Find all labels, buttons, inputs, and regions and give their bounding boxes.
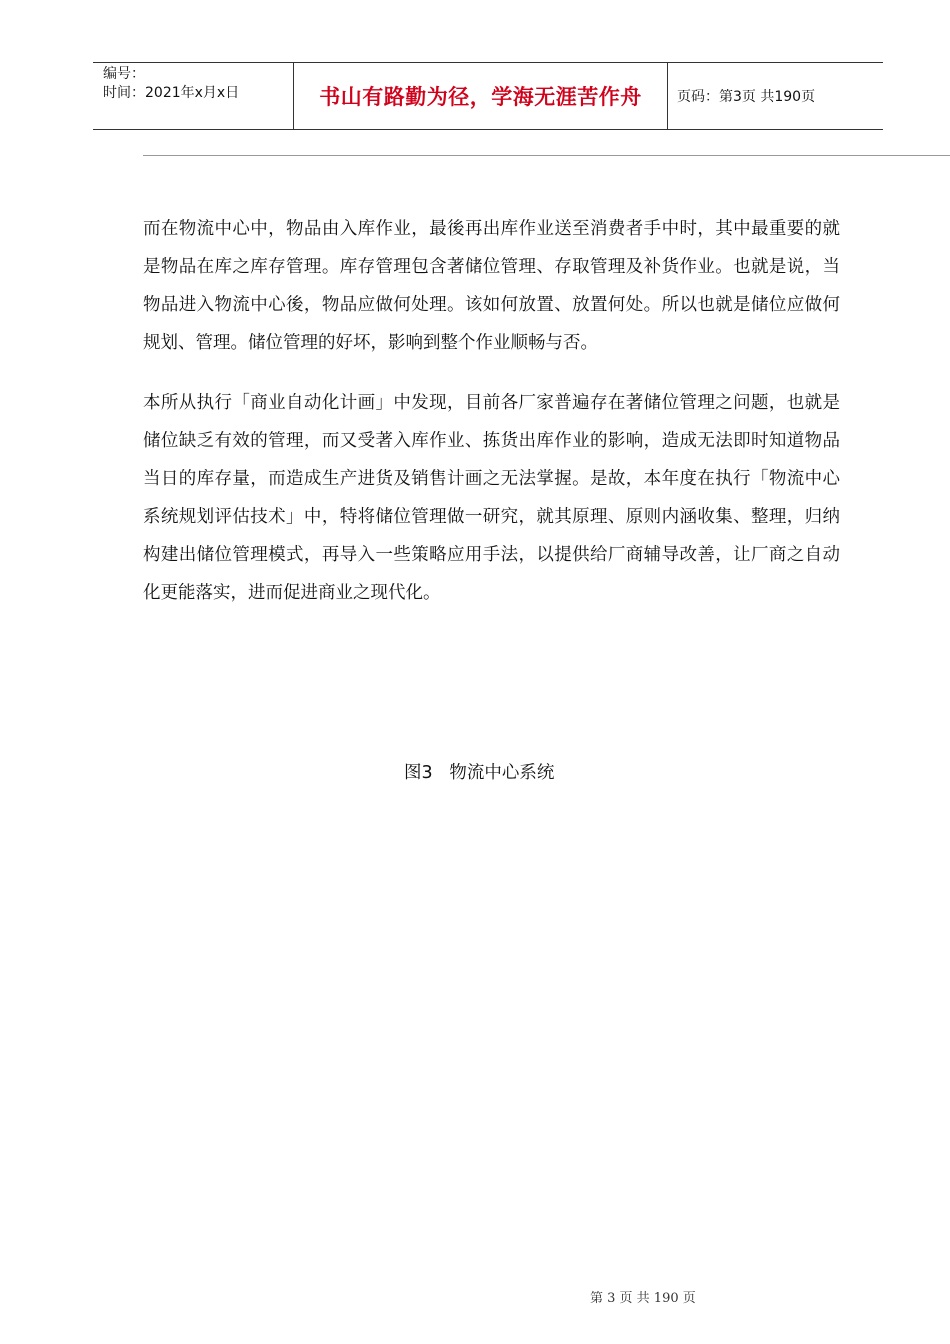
- header-meta: [103, 65, 293, 103]
- body-paragraph: 本所从执行「商业自动化计画」中发现，目前各厂家普遍存在著储位管理之问题，也就是储位缺乏有效的管理，而又受著入库作业、拣货出库作业的影响，造成无法即时知道物品当日的库存量，而造成生产进货及销售计画之无法掌握。是故，本年度在执行「物流中心系统规划评估技术」中，特将储位管理做一研究，就其原理、原则内涵收集、整理，归纳构建出储位管理模式，再导入一些策略应用手法，以提供给厂商辅导改善，让厂商之自动化更能落实，进而促进商业之现代化。: [143, 393, 840, 603]
- body-paragraph: 而在物流中心中，物品由入库作业，最後再出库作业送至消费者手中时，其中最重要的就是物品在库之库存管理。库存管理包含著储位管理、存取管理及补货作业。也就是说，当物品进入物流中心後，物品应做何处理。该如何放置、放置何处。所以也就是储位应做何规划、管理。储位管理的好坏，影响到整个作业顺畅与否。: [143, 219, 840, 353]
- figure-caption: 图3 物流中心系统: [404, 763, 555, 783]
- page-header: [93, 62, 883, 130]
- header-page-info: 页码：第3页 共190页: [677, 89, 816, 105]
- header-motto: 书山有路勤为径，学海无涯苦作舟: [319, 84, 642, 109]
- header-number-label: 编号：: [103, 66, 145, 82]
- page-footer: 第 3 页 共 190 页: [590, 1291, 696, 1306]
- document-body: [143, 210, 840, 612]
- header-rule: [143, 155, 950, 156]
- header-time-label: 时间：2021年x月x日: [103, 85, 240, 101]
- header-divider: [667, 63, 668, 129]
